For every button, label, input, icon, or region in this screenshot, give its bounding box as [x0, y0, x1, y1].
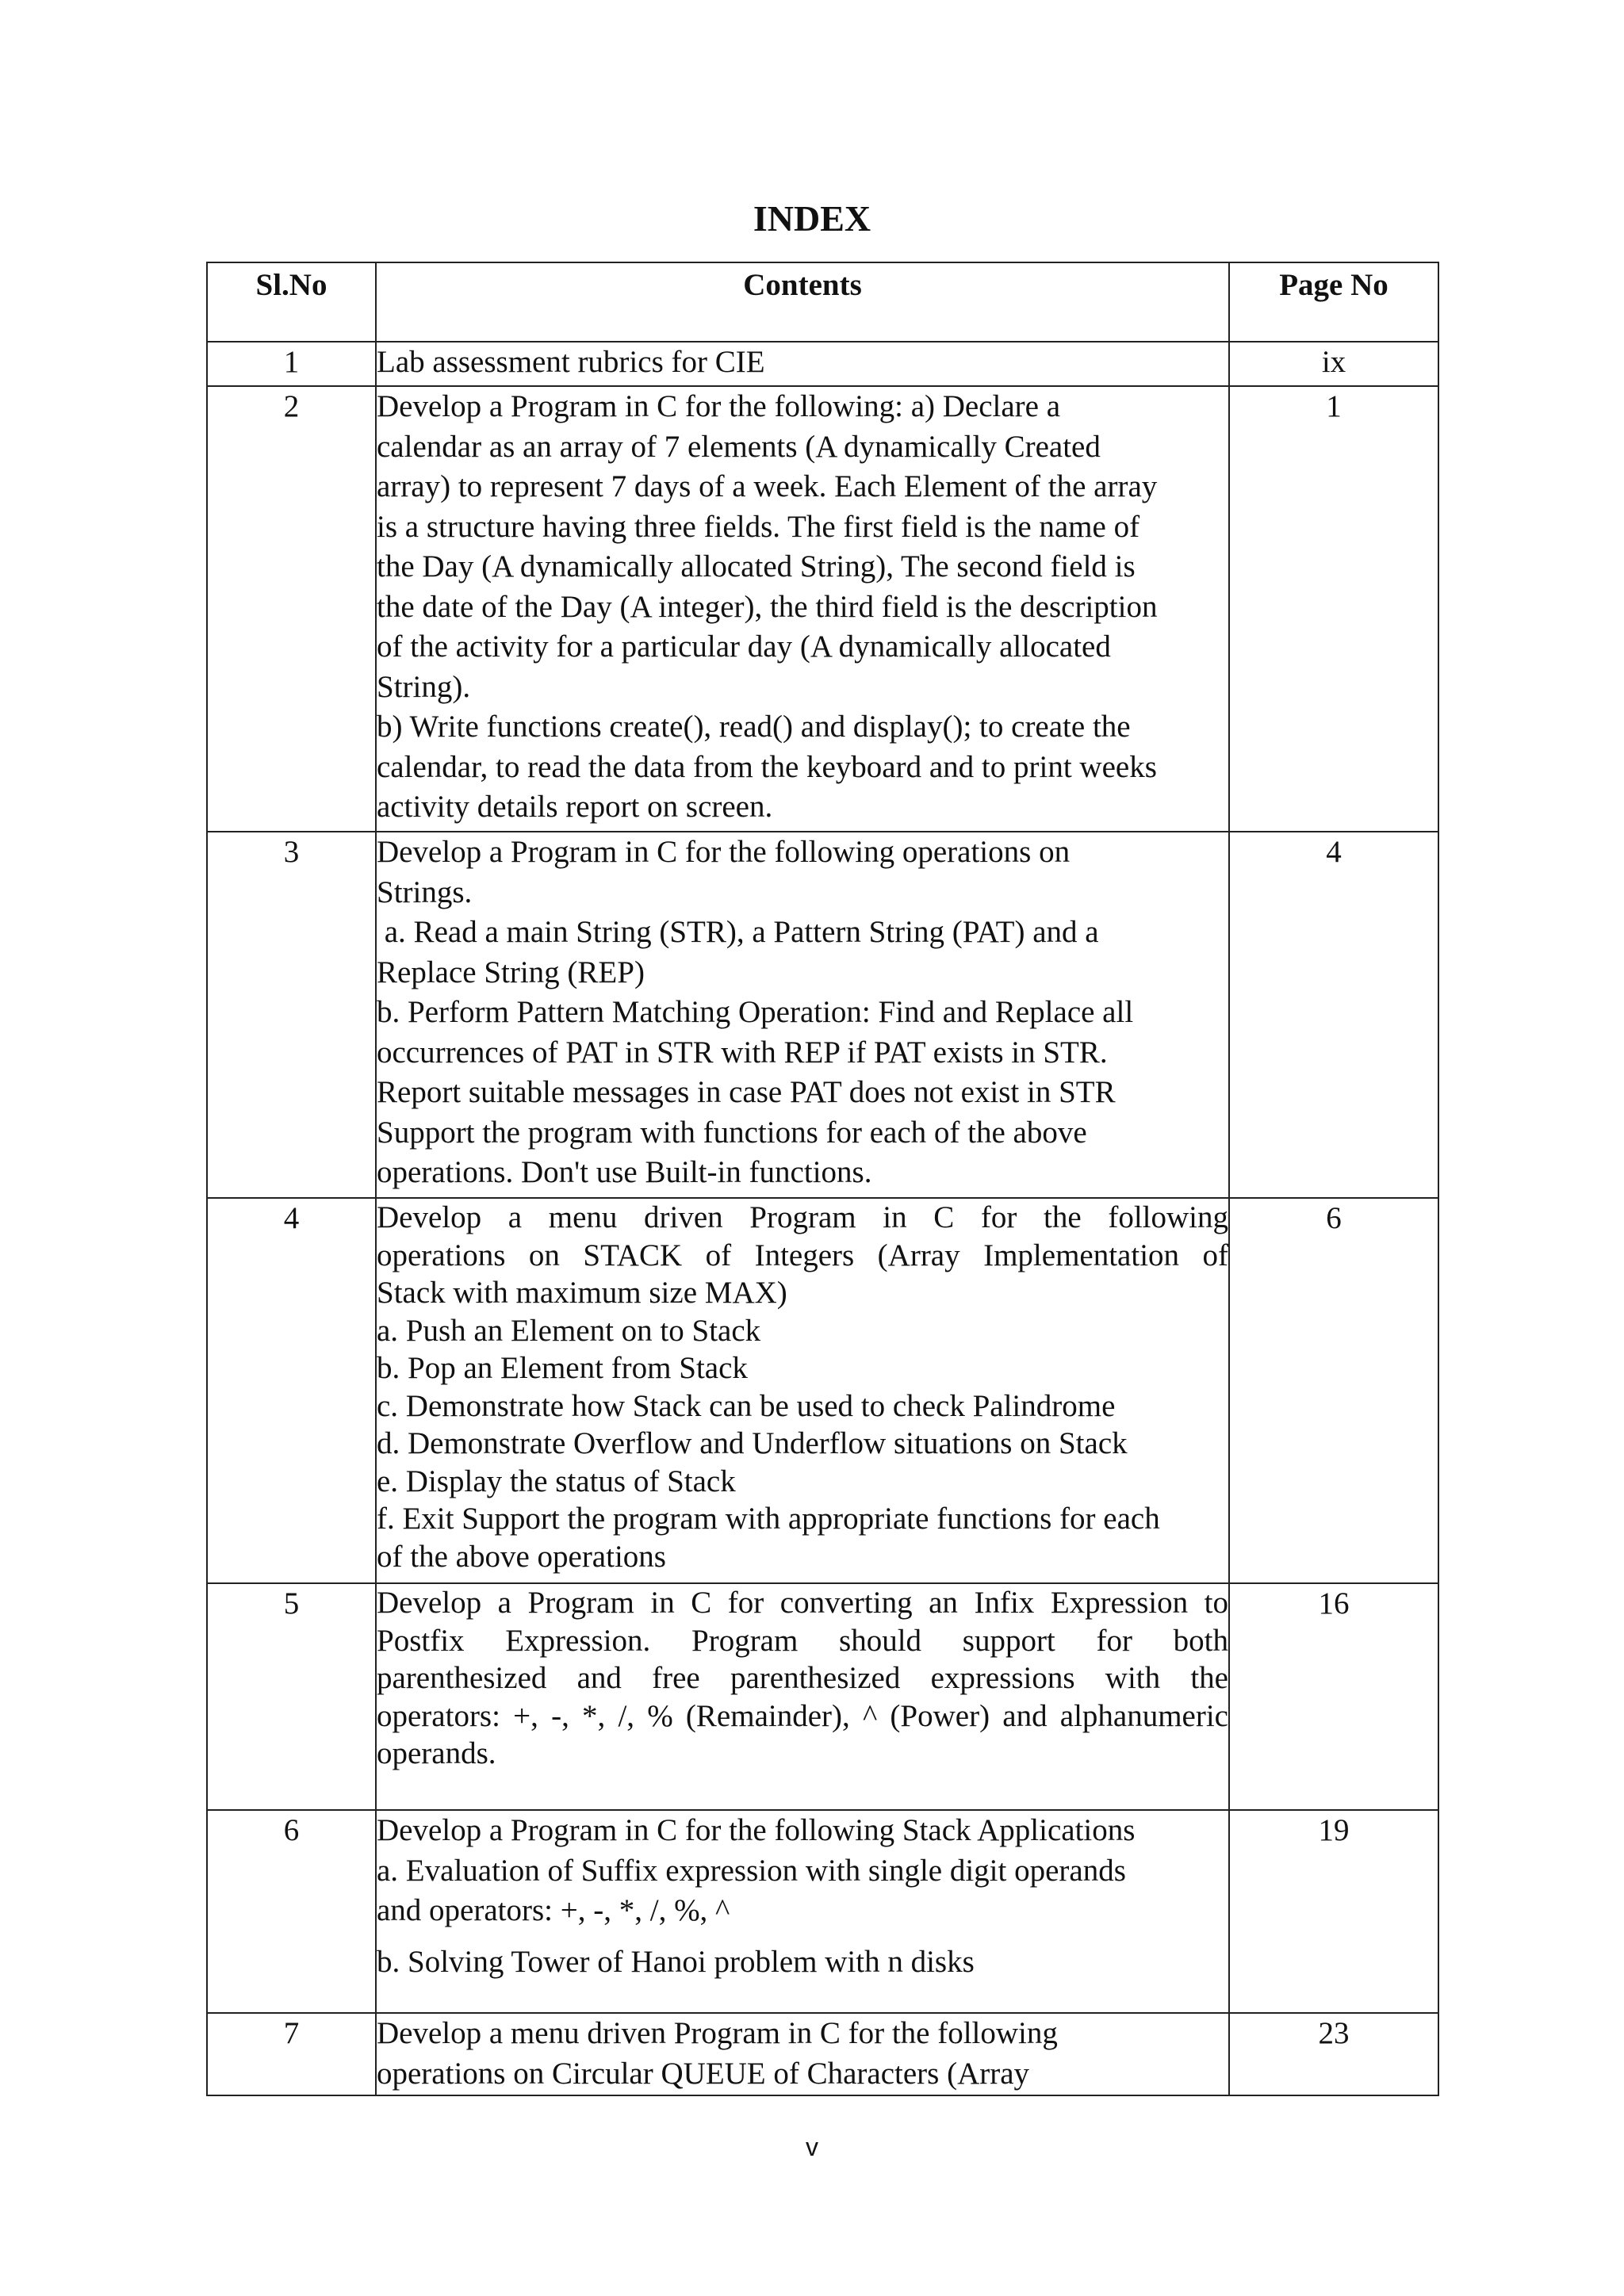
- content-line: operations on STACK of Integers (Array Implementation of: [377, 1238, 1228, 1272]
- row-page-no: 1: [1229, 386, 1438, 832]
- row-page-no: ix: [1229, 342, 1438, 386]
- table-row: [207, 386, 1438, 832]
- content-line: and operators: +, -, *, /, %, ^: [377, 1893, 730, 1927]
- table-row: [207, 2013, 1438, 2095]
- footer-page-number: v: [806, 2133, 818, 2161]
- row-page-no: 6: [1229, 1198, 1438, 1583]
- content-line: Develop a Program in C for the following Stack Applications: [377, 1813, 1136, 1847]
- content-line: a. Read a main String (STR), a Pattern String (PAT) and a: [377, 915, 1099, 949]
- content-line: Postfix Expression. Program should support for both: [377, 1623, 1228, 1658]
- content-line: calendar, to read the data from the keyboard and to print weeks: [377, 749, 1157, 784]
- row-page-no: 19: [1229, 1810, 1438, 2013]
- table-row: [207, 342, 1438, 386]
- row-sl-no: 2: [207, 386, 376, 832]
- content-line: operators: +, -, *, /, % (Remainder), ^ (Power) and alphanumeric: [377, 1698, 1228, 1733]
- row-sl-no: 7: [207, 2013, 376, 2095]
- content-line: Stack with maximum size MAX): [377, 1276, 787, 1310]
- row-sl-no: 3: [207, 832, 376, 1198]
- table-row: [207, 1810, 1438, 2013]
- content-line: array) to represent 7 days of a week. Each Element of the array: [377, 469, 1158, 503]
- content-line: a. Push an Element on to Stack: [377, 1313, 761, 1348]
- content-line: c. Demonstrate how Stack can be used to check Palindrome: [377, 1388, 1116, 1423]
- row-page-no: 16: [1229, 1583, 1438, 1810]
- content-line: operations. Don't use Built-in functions.: [377, 1155, 872, 1189]
- content-line: b. Solving Tower of Hanoi problem with n disks: [377, 1944, 975, 1979]
- content-line: f. Exit Support the program with appropriate functions for each: [377, 1502, 1160, 1536]
- row-sl-no: 4: [207, 1198, 376, 1583]
- content-line: a. Evaluation of Suffix expression with single digit operands: [377, 1853, 1126, 1888]
- table-row: [207, 1198, 1438, 1583]
- content-line: String).: [377, 669, 471, 704]
- content-line: of the above operations: [377, 1539, 666, 1574]
- row-contents: [376, 832, 1229, 1198]
- content-line: b) Write functions create(), read() and display(); to create the: [377, 710, 1131, 744]
- content-line: calendar as an array of 7 elements (A dynamically Created: [377, 429, 1101, 464]
- content-line: b. Pop an Element from Stack: [377, 1351, 748, 1385]
- row-sl-no: 1: [207, 342, 376, 386]
- content-line: operations on Circular QUEUE of Characters (Array: [377, 2056, 1030, 2091]
- spacer: [377, 1931, 1228, 1942]
- content-line: d. Demonstrate Overflow and Underflow situations on Stack: [377, 1426, 1128, 1460]
- row-contents: [376, 1810, 1229, 2013]
- content-line: b. Perform Pattern Matching Operation: Find and Replace all: [377, 995, 1134, 1029]
- table-header-row: [207, 262, 1438, 342]
- header-page-no: Page No: [1229, 262, 1438, 342]
- row-contents: [376, 386, 1229, 832]
- content-line: parenthesized and free parenthesized expressions with the: [377, 1661, 1228, 1695]
- header-contents: Contents: [376, 262, 1229, 342]
- page-title: INDEX: [753, 198, 871, 239]
- content-line: e. Display the status of Stack: [377, 1464, 736, 1498]
- row-contents: [376, 342, 1229, 386]
- content-line: is a structure having three fields. The first field is the name of: [377, 509, 1140, 544]
- content-line: Develop a Program in C for converting an Infix Expression to: [377, 1586, 1228, 1620]
- row-page-no: 4: [1229, 832, 1438, 1198]
- table-row: [207, 1583, 1438, 1810]
- content-line: the date of the Day (A integer), the third field is the description: [377, 589, 1158, 624]
- row-contents: [376, 1583, 1229, 1810]
- content-line: of the activity for a particular day (A dynamically allocated: [377, 629, 1111, 664]
- content-line: Report suitable messages in case PAT does not exist in STR: [377, 1075, 1116, 1109]
- content-line: Strings.: [377, 874, 473, 909]
- content-line: Develop a menu driven Program in C for the following: [377, 1200, 1228, 1234]
- row-contents: [376, 2013, 1229, 2095]
- content-line: Develop a Program in C for the following: a) Declare a: [377, 389, 1061, 423]
- index-table: [206, 262, 1439, 2096]
- table-row: [207, 832, 1438, 1198]
- row-sl-no: 5: [207, 1583, 376, 1810]
- content-line: Develop a menu driven Program in C for the following: [377, 2016, 1058, 2050]
- content-line: Develop a Program in C for the following operations on: [377, 835, 1071, 869]
- content-line: Lab assessment rubrics for CIE: [377, 345, 765, 379]
- row-page-no: 23: [1229, 2013, 1438, 2095]
- content-line: Support the program with functions for each of the above: [377, 1115, 1087, 1150]
- row-contents: [376, 1198, 1229, 1583]
- row-sl-no: 6: [207, 1810, 376, 2013]
- content-line: activity details report on screen.: [377, 790, 773, 824]
- content-line: operands.: [377, 1736, 496, 1770]
- content-line: occurrences of PAT in STR with REP if PAT exists in STR.: [377, 1035, 1108, 1070]
- content-line: the Day (A dynamically allocated String), The second field is: [377, 549, 1136, 584]
- content-line: Replace String (REP): [377, 955, 645, 989]
- header-sl-no: Sl.No: [207, 262, 376, 342]
